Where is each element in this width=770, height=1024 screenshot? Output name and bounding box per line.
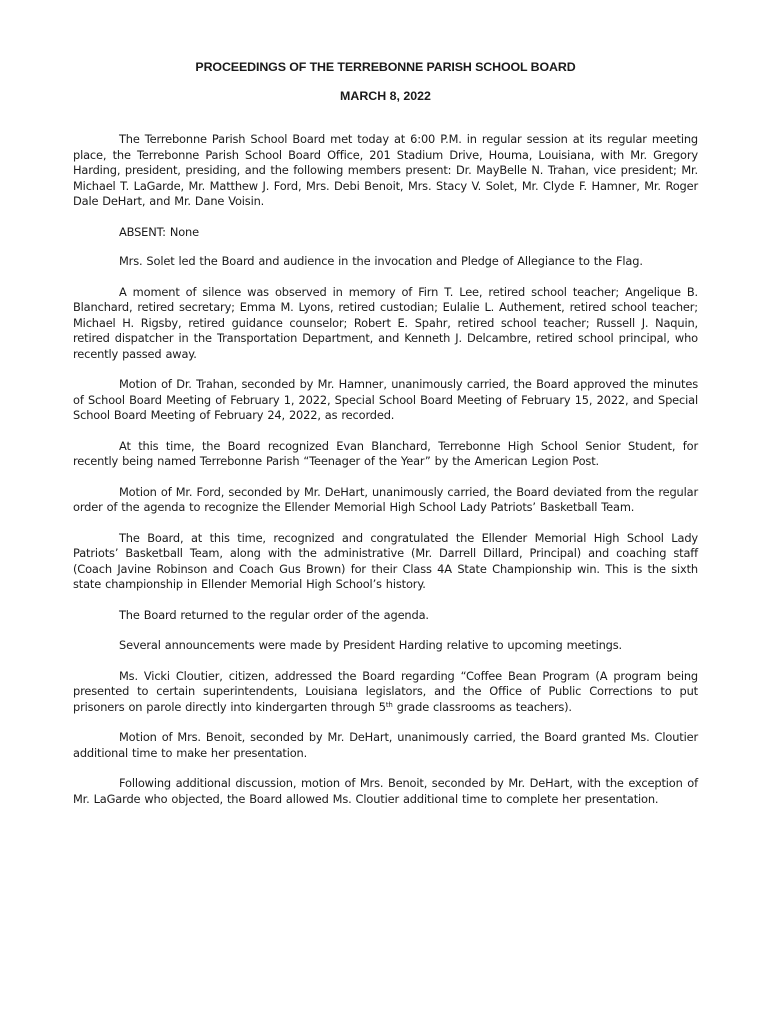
paragraph-citizen-address [73,669,698,716]
ordinal-suffix: th [385,700,393,709]
document-body [73,132,698,807]
citizen-address-text: Ms. Vicki Cloutier, citizen, addressed the Board regarding “Coffee Bean Program (A program being presented to certain superintendents, Louisiana legislators, and the Office of Public Corrections to put prisoners on parole directly into kindergarten through 5 [73,668,698,714]
citizen-address-text-end: grade classrooms as teachers). [392,699,572,714]
paragraph-meeting-opening: The Terrebonne Parish School Board met today at 6:00 P.M. in regular session at its regular meeting place, the Terrebonne Parish School Board Office, 201 Stadium Drive, Houma, Louisiana, with Mr. Gregory Harding, president, presiding, and the following members present: Dr. MayBelle N. Trahan, vice president; Mr. Michael T. LaGarde, Mr. Matthew J. Ford, Mrs. Debi Benoit, Mrs. Stacy V. Solet, Mr. Clyde F. Hamner, Mr. Roger Dale DeHart, and Mr. Dane Voisin. [73,132,698,208]
paragraph-additional-discussion: Following additional discussion, motion of Mrs. Benoit, seconded by Mr. DeHart, with the exception of Mr. LaGarde who objected, the Board allowed Ms. Cloutier additional time to complete her presentation. [73,776,698,806]
paragraph-agenda-deviation: Motion of Mr. Ford, seconded by Mr. DeHart, unanimously carried, the Board deviated from the regular order of the agenda to recognize the Ellender Memorial High School Lady Patriots’ Basketball Team. [73,484,698,514]
document-page [73,58,698,822]
document-title: PROCEEDINGS OF THE TERREBONNE PARISH SCHOOL BOARD [195,60,576,74]
paragraph-team-recognition: The Board, at this time, recognized and congratulated the Ellender Memorial High School Lady Patriots’ Basketball Team, along with the administrative (Mr. Darrell Dillard, Principal) and coaching staff (Coach Javine Robinson and Coach Gus Brown) for their Class 4A State Championship win. This is the sixth state championship in Ellender Memorial High School’s history. [73,530,698,591]
paragraph-invocation: Mrs. Solet led the Board and audience in the invocation and Pledge of Allegiance to the Flag. [119,254,643,268]
paragraph-agenda-return: The Board returned to the regular order of the agenda. [119,607,429,622]
paragraph-additional-time-motion: Motion of Mrs. Benoit, seconded by Mr. DeHart, unanimously carried, the Board granted Ms. Cloutier additional time to make her presentation. [73,730,698,760]
paragraph-minutes-approval: Motion of Dr. Trahan, seconded by Mr. Hamner, unanimously carried, the Board approved the minutes of School Board Meeting of February 1, 2022, Special School Board Meeting of February 15, 2022, and Special School Board Meeting of February 24, 2022, as recorded. [73,377,698,422]
document-date: MARCH 8, 2022 [340,89,431,103]
paragraph-absent: ABSENT: None [119,224,199,239]
paragraph-student-recognition: At this time, the Board recognized Evan Blanchard, Terrebonne High School Senior Student, for recently being named Terrebonne Parish “Teenager of the Year” by the American Legion Post. [73,438,698,468]
paragraph-moment-of-silence: A moment of silence was observed in memory of Firn T. Lee, retired school teacher; Angelique B. Blanchard, retired secretary; Emma M. Lyons, retired custodian; Eulalie L. Authement, retired school teacher; Michael H. Rigsby, retired guidance counselor; Robert E. Spahr, retired school teacher; Russell J. Naquin, retired dispatcher in the Transportation Department, and Kenneth J. Delcambre, retired school principal, who recently passed away. [73,284,698,361]
paragraph-announcements: Several announcements were made by President Harding relative to upcoming meetings. [119,638,622,652]
